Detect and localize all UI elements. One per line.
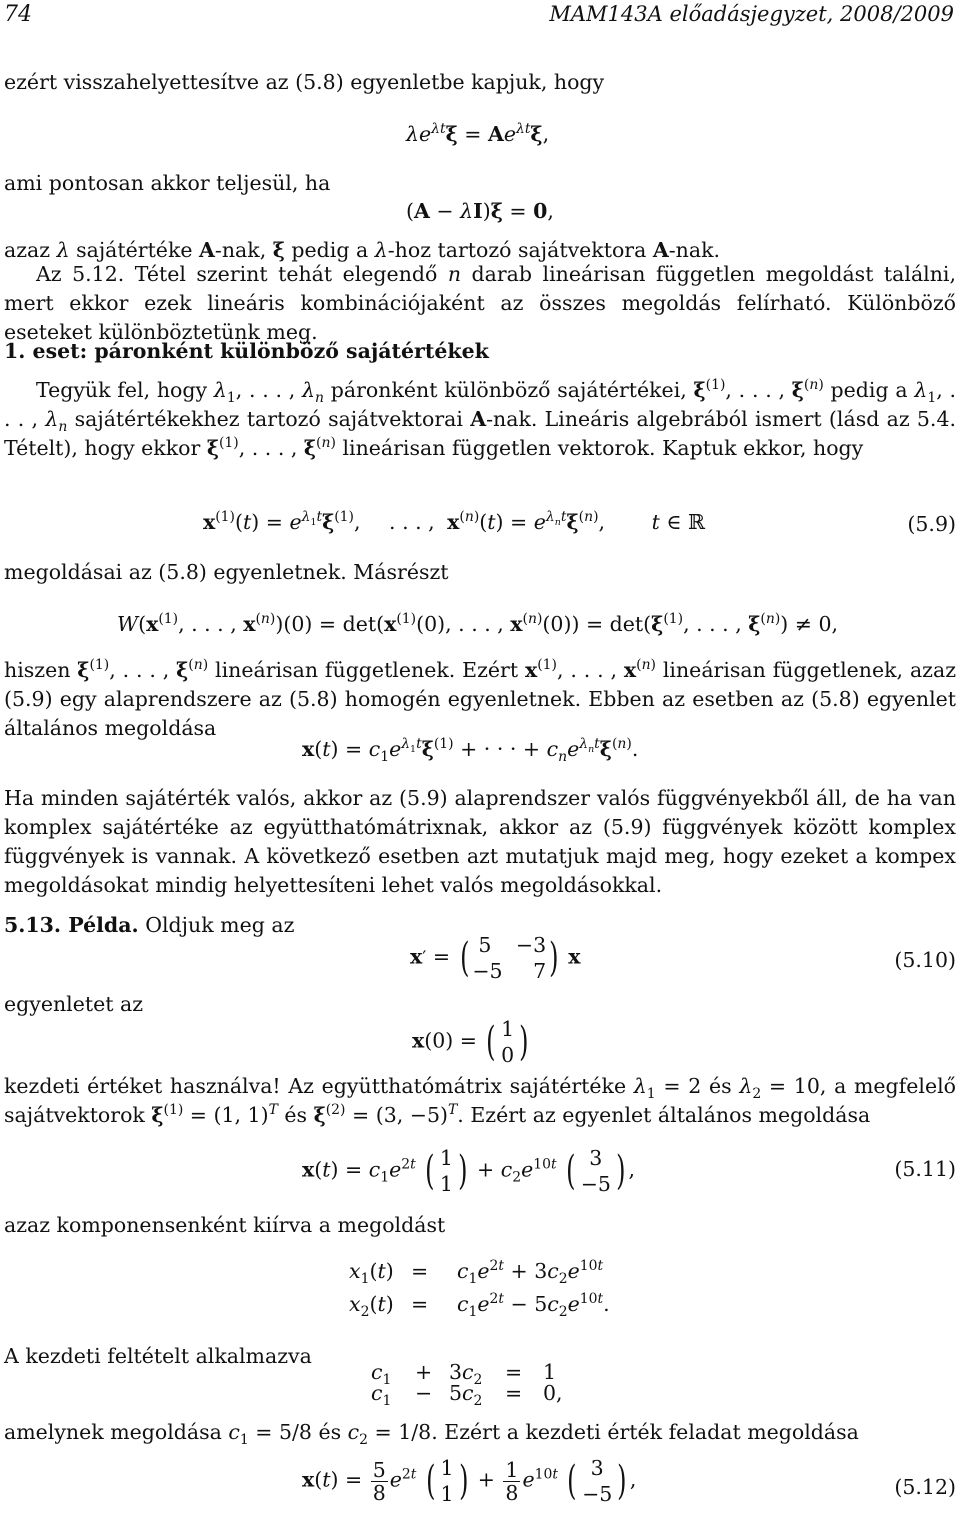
equation-general-solution: $x(t) = c_1e^{\lambda_1t}\xi^{(1)}$ + · · · + $c_ne^{\lambda_nt}\xi^{(n)}$. — [302, 736, 639, 766]
equation-eigen-substitution: $\lambda e^{\lambda t}\xi = Ae^{\lambda t}\xi$, — [406, 121, 550, 146]
equation-component-x1: $x_1(t) = c_1e^{2t} + 3c_2e^{10t}$ — [349, 1258, 604, 1288]
equation-5-12: x(t) = $\frac{5}{8}$ $e^{2t}$ ( 1 1 ) + $\frac{1}{8}$ $e^{10t}$ ( 3 −5 ) , — [302, 1456, 637, 1506]
equation-number-5-12: (5.12) — [894, 1475, 956, 1499]
paragraph-eigen-values-example: kezdeti értéket használva! Az együtthatómátrix sajátértéke $\lambda_1 = 2$ és $\lambda_2 = 10$, a megfelelő sajátvektorok $\xi^{(1)} = (1$, 1)$^T$ és $\xi^{(2)} = (3$, −5)$^T$. Ezért az egyenlet általános megoldása — [4, 1074, 956, 1127]
text-line-apply-initial: A kezdeti feltételt alkalmazva — [4, 1344, 312, 1368]
paragraph-solution-constants: amelynek megoldása $c_1 = 5/8$ és $c_2 = 1/8$. Ezért a kezdeti érték feladat megoldása — [4, 1420, 859, 1449]
equation-5-11: $x(t) = c_1e^{2t}$ ( 1 1 ) + $c_2e^{10t}$ ( 3 −5 ) , — [302, 1146, 636, 1196]
equation-eigen-condition: (A − λI)ξ = 0, — [406, 199, 554, 223]
paragraph-fundamental-system: hiszen $\xi^{(1)}$, . . . , $\xi^{(n)}$ lineárisan függetlenek. Ezért $x^{(1)}$, . . . , $x^{(n)}$ lineárisan függetlenek, azaz (5.9) egy alaprendszere az (5.8) homogén egyenletnek. Ebben az esetben az (5.8) egyenlet általános megoldása — [4, 657, 956, 740]
running-title: MAM143A előadásjegyzet, 2008/2009 — [549, 2, 954, 26]
section-heading: 1. eset: páronként különböző sajátértékek — [4, 339, 489, 363]
text-line-solutions: megoldásai az (5.8) egyenletnek. Másrészt — [4, 560, 449, 584]
example-label: 5.13. Példa. — [4, 913, 139, 937]
page-number: 74 — [4, 2, 32, 27]
example-heading — [4, 911, 294, 940]
equation-number-5-11: (5.11) — [894, 1157, 956, 1181]
text-line-intro: ezért visszahelyettesítve az (5.8) egyenletbe kapjuk, hogy — [4, 70, 605, 94]
text-line-condition: ami pontosan akkor teljesül, ha — [4, 171, 331, 195]
example-intro: Oldjuk meg az — [145, 913, 295, 937]
equation-number-5-9: (5.9) — [907, 512, 956, 536]
text-line-eigen-meaning: azaz λ sajátértéke A-nak, ξ pedig a λ-hoz tartozó sajátvektora A-nak. — [4, 238, 721, 262]
equation-component-x2: $x_2(t) = c_1e^{2t} - 5c_2e^{10t}$. — [349, 1291, 610, 1321]
paragraph-case-one: Tegyük fel, hogy $\lambda_1$, . . . , $\lambda_n$ páronként különböző sajátértékei, $\xi^{(1)}$, . . . , $\xi^{(n)}$ pedig a $\lambda_1$, . . . , $\lambda_n$ sajátértékekhez tartozó sajátvektorai A-nak. Lineáris algebrából ismert (lásd az 5.4. Tételt), hogy ekkor $\xi^{(1)}$, . . . , $\xi^{(n)}$ lineárisan független vektorok. Kaptuk ekkor, hogy — [4, 377, 956, 460]
equation-5-10: x′ = ( 5 −3 −5 7 ) x — [410, 933, 581, 983]
paragraph-theorem-reference: Az 5.12. Tétel szerint tehát elegendő n darab lineárisan független megoldást találni, mert ekkor ezek lineáris kombinációjaként az összes megoldás felírható. Különböző eseteket különböztetünk meg. — [4, 262, 956, 344]
equation-system-row-1: $c_1 + 3c_2 = 1$ — [371, 1360, 557, 1389]
equation-initial-value: x(0) = ( 1 0 ) — [412, 1017, 529, 1067]
text-line-equation-with: egyenletet az — [4, 992, 144, 1016]
equation-system-row-2: $c_1 - 5c_2 = 0$, — [371, 1381, 563, 1410]
text-line-componentwise: azaz komponensenként kiírva a megoldást — [4, 1213, 446, 1237]
equation-number-5-10: (5.10) — [894, 948, 956, 972]
equation-wronskian: $W(x^{(1)}$, . . . , $x^{(n)})(0) = \det(x^{(1)}(0)$, . . . , $x^{(n)}(0)) = \det(\xi^{(1)}$, . . . , $\xi^{(n)}) \ne 0$, — [117, 611, 839, 636]
equation-5-9: $x^{(1)}(t) = e^{\lambda_1t}\xi^{(1)}$, . . . , $x^{(n)}(t) = e^{\lambda_nt}\xi^{(n)}$, t ∈ ℝ — [203, 509, 706, 534]
paragraph-complex-eigenvalues: Ha minden sajátérték valós, akkor az (5.9) alaprendszer valós függvényekből áll, de ha van komplex sajátértéke az együtthatómátrixnak, akkor az (5.9) függvények között komplex függvények is vannak. A következő esetben azt mutatjuk majd meg, hogy ezeket a kompex megoldásokat mindig helyettesíteni lehet valós megoldásokkal. — [4, 786, 956, 897]
